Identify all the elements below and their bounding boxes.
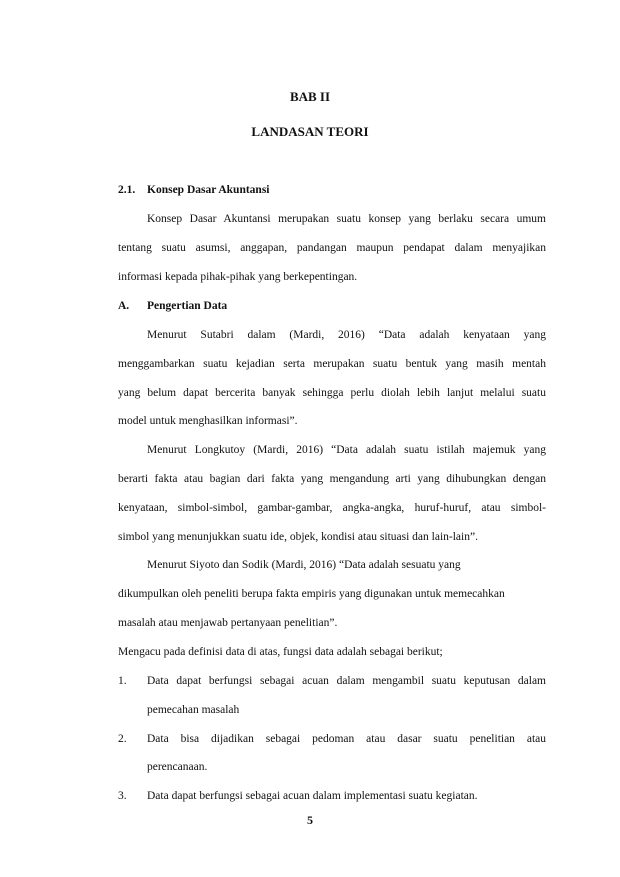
list-item-line: perencanaan. [147, 761, 208, 773]
subsection-title: Pengertian Data [147, 300, 228, 312]
paragraph-1-line: menggambarkan suatu kejadian serta merupakan suatu bentuk yang masih mentah [118, 358, 546, 370]
list-intro: Mengacu pada definisi data di atas, fungsi data adalah sebagai berikut; [118, 646, 443, 658]
list-item-line: Data bisa dijadikan sebagai pedoman atau dasar suatu penelitian atau [147, 733, 546, 745]
paragraph-3-line: dikumpulkan oleh peneliti berupa fakta empiris yang digunakan untuk memecahkan [118, 588, 505, 600]
section-para-line: informasi kepada pihak-pihak yang berkepentingan. [118, 271, 358, 283]
section-number: 2.1. [118, 184, 136, 196]
page-number: 5 [307, 813, 313, 827]
paragraph-2-line: berarti fakta atau bagian dari fakta yang mengandung arti yang dihubungkan dengan [118, 473, 546, 485]
section-para-line: Konsep Dasar Akuntansi merupakan suatu konsep yang berlaku secara umum [147, 213, 546, 225]
section-para-line: tentang suatu asumsi, anggapan, pandangan maupun pendapat dalam menyajikan [118, 242, 546, 254]
paragraph-3-line: masalah atau menjawab pertanyaan penelitian”. [118, 617, 338, 629]
subsection-letter: A. [118, 300, 130, 312]
paragraph-1-line: model untuk menghasilkan informasi”. [118, 415, 298, 427]
list-item-number: 3. [118, 790, 127, 802]
paragraph-2-line: kenyataan, simbol-simbol, gambar-gambar, angka-angka, huruf-huruf, atau simbol- [118, 502, 546, 514]
list-item-line: Data dapat berfungsi sebagai acuan dalam mengambil suatu keputusan dalam [147, 675, 546, 687]
paragraph-2-line: Menurut Longkutoy (Mardi, 2016) “Data adalah suatu istilah majemuk yang [147, 444, 546, 456]
paragraph-2-line: simbol yang menunjukkan suatu ide, objek, kondisi atau situasi dan lain-lain”. [118, 531, 478, 543]
list-item-number: 2. [118, 733, 127, 745]
chapter-label: BAB II [289, 89, 331, 104]
list-item-line: pemecahan masalah [147, 704, 240, 716]
chapter-title: LANDASAN TEORI [251, 124, 369, 139]
paragraph-1-line: yang belum dapat bercerita banyak sehingga perlu diolah lebih lanjut melalui suatu [118, 387, 546, 399]
list-item-line: Data dapat berfungsi sebagai acuan dalam implementasi suatu kegiatan. [147, 790, 478, 802]
list-item-number: 1. [118, 675, 127, 687]
paragraph-1-line: Menurut Sutabri dalam (Mardi, 2016) “Data adalah kenyataan yang [147, 329, 546, 341]
paragraph-3-line: Menurut Siyoto dan Sodik (Mardi, 2016) “Data adalah sesuatu yang [147, 559, 461, 571]
section-title: Konsep Dasar Akuntansi [147, 184, 270, 196]
